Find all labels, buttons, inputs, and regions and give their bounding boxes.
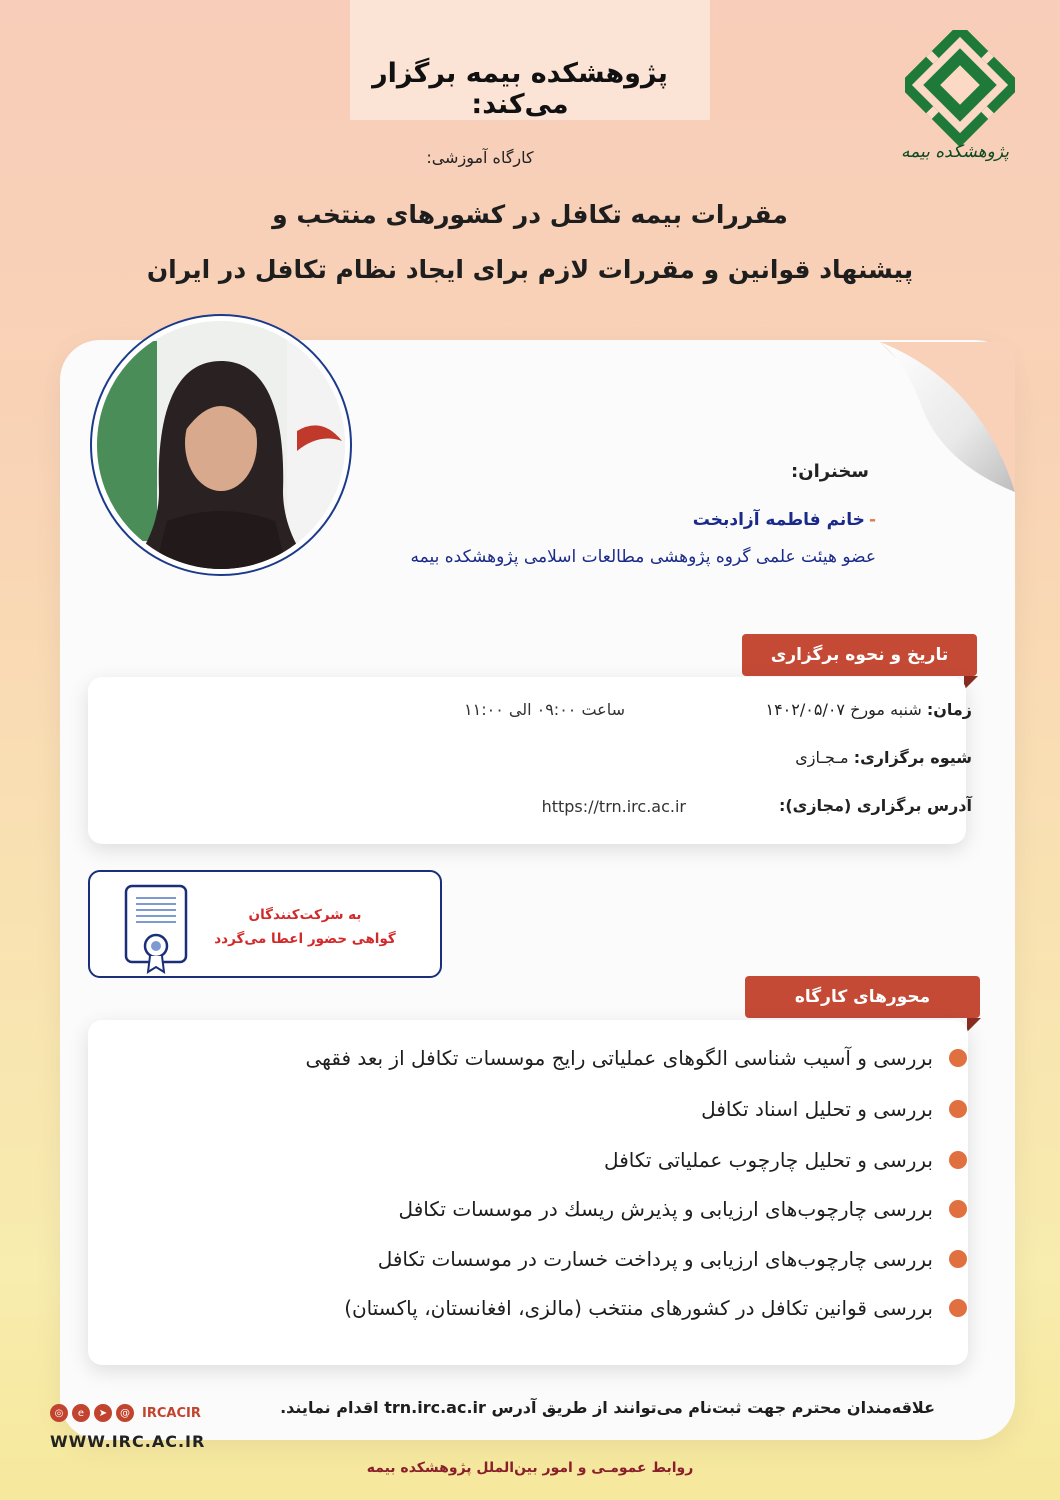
certificate-line-1: به شرکت‌کنندگان xyxy=(248,907,362,923)
topic-text: بررسی و آسیب شناسی الگوهای عملیاتی رایج موسسات تکافل از بعد فقهی xyxy=(305,1046,933,1070)
event-date: شنبه مورخ ۱۴۰۲/۰۵/۰۷ xyxy=(765,700,922,719)
certificate-icon xyxy=(122,884,192,974)
time-row xyxy=(765,700,972,719)
event-title-line-2: پیشنهاد قوانین و مقررات لازم برای ایجاد نظام تکافل در ایران xyxy=(146,255,914,284)
bullet-icon xyxy=(949,1100,967,1118)
topic-item xyxy=(604,1148,967,1172)
event-title-line-1: مقررات بیمه تکافل در کشورهای منتخب و xyxy=(272,200,788,229)
topic-text: بررسی قوانین تکافل در کشورهای منتخب (مالزی، افغانستان، پاکستان) xyxy=(344,1296,933,1320)
bullet-icon xyxy=(949,1200,967,1218)
topic-text: بررسی چارچوب‌های ارزیابی و پذیرش ریسك در موسسات تکافل xyxy=(398,1197,933,1221)
speaker-name xyxy=(693,510,876,530)
eitaa-icon[interactable]: e xyxy=(72,1404,90,1422)
topic-text: بررسی چارچوب‌های ارزیابی و پرداخت خسارت در موسسات تکافل xyxy=(377,1247,933,1271)
bullet-icon xyxy=(949,1299,967,1317)
bullet-icon xyxy=(949,1151,967,1169)
speaker-role: عضو هیئت علمی گروه پژوهشی مطالعات اسلامی پژوهشکده بیمه xyxy=(410,547,876,567)
address-row xyxy=(779,796,972,815)
topic-item xyxy=(399,1197,967,1221)
workshop-type-label: کارگاه آموزشی: xyxy=(426,148,534,167)
at-icon[interactable]: @ xyxy=(116,1404,134,1422)
organizer-heading: پژوهشکده بیمه برگزار می‌کند: xyxy=(372,58,668,120)
bullet-icon xyxy=(949,1250,967,1268)
method-row xyxy=(795,748,972,767)
method-value: مـجـازی xyxy=(795,748,849,767)
topic-item xyxy=(305,1046,967,1070)
department-credit: روابط عمومـی و امور بین‌الملل پژوهشکده بیمه xyxy=(366,1460,694,1476)
speaker-dash: - xyxy=(868,510,876,530)
logo-caption: پژوهشکده بیمه xyxy=(901,142,1009,162)
speaker-name-text: خانم فاطمه آزادبخت xyxy=(692,510,865,530)
registration-note: علاقه‌مندان محترم جهت ثبت‌نام می‌توانند از طریق آدرس trn.irc.ac.ir اقدام نمایند. xyxy=(280,1398,935,1417)
topics-ribbon: محورهای کارگاه xyxy=(745,976,980,1018)
speakers-label: سخنران: xyxy=(791,461,869,482)
schedule-ribbon: تاریخ و نحوه برگزاری xyxy=(742,634,977,676)
method-label: شیوه برگزاری: xyxy=(853,748,972,767)
topic-item xyxy=(701,1097,967,1121)
social-links xyxy=(50,1404,201,1422)
topic-text: بررسی و تحلیل اسناد تکافل xyxy=(701,1097,933,1121)
address-label: آدرس برگزاری (مجازی): xyxy=(778,796,972,815)
certificate-line-2: گواهی حضور اعطا می‌گردد xyxy=(214,931,396,947)
topic-item xyxy=(378,1247,967,1271)
address-link[interactable]: https://trn.irc.ac.ir xyxy=(541,797,686,816)
instagram-icon[interactable]: ◎ xyxy=(50,1404,68,1422)
topic-item xyxy=(344,1296,967,1320)
telegram-icon[interactable]: ➤ xyxy=(94,1404,112,1422)
certificate-text xyxy=(200,903,410,951)
speaker-photo xyxy=(97,321,345,569)
bullet-icon xyxy=(949,1049,967,1067)
topic-text: بررسی و تحلیل چارچوب عملیاتی تکافل xyxy=(604,1148,933,1172)
time-label: زمان: xyxy=(926,700,972,719)
website-link[interactable]: WWW.IRC.AC.IR xyxy=(50,1432,206,1451)
event-time: ساعت ۰۹:۰۰ الی ۱۱:۰۰ xyxy=(464,700,625,719)
social-handle: IRCACIR xyxy=(142,1405,201,1421)
